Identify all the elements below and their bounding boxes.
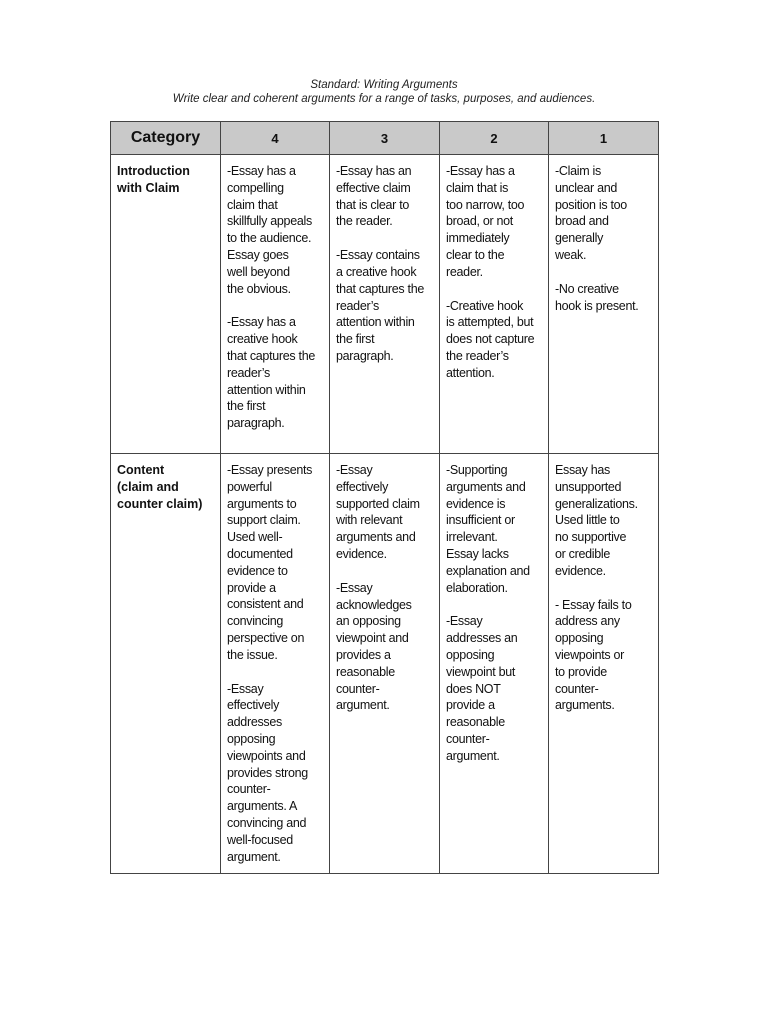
criterion-text: -Supporting arguments and evidence is insufficient or irrelevant. Essay lacks explanation and elaboration. [446,463,530,595]
criterion-text: -Essay has a claim that is too narrow, too broad, or not immediately clear to the reader. [446,164,525,279]
rubric-row-introduction [111,155,659,454]
row-category-label: Content (claim and counter claim) [117,463,203,511]
criterion-text: -Essay addresses an opposing viewpoint but does NOT provide a reasonable counter- argument. [446,614,518,763]
score-1-cell [549,454,659,874]
score-4-cell [221,454,330,874]
column-header-score-4: 4 [221,122,330,155]
criterion-text: -No creative hook is present. [555,281,639,313]
row-category-label: Introduction with Claim [117,164,190,195]
column-header-score-1: 1 [549,122,659,155]
column-header-score-3: 3 [330,122,440,155]
criterion-text: -Claim is unclear and position is too broad and generally weak. [555,164,627,262]
criterion-text: -Essay presents powerful arguments to support claim. Used well- documented evidence to provide a consistent and convincing perspective on the issue. [227,463,313,662]
rubric-header-row [111,122,659,155]
score-3-cell [330,155,440,454]
criterion-text: -Essay effectively addresses opposing viewpoints and provides strong counter- arguments. A convincing and well-focused argument. [227,681,308,864]
criterion-text: -Essay effectively supported claim with relevant arguments and evidence. [336,463,420,561]
criterion-text: -Essay has an effective claim that is clear to the reader. [336,164,412,229]
criterion-text: -Creative hook is attempted, but does not capture the reader’s attention. [446,298,535,380]
rubric-table [110,121,659,874]
criterion-text: -Essay has a compelling claim that skillfully appeals to the audience. Essay goes well beyond the obvious. [227,164,312,296]
criterion-text: -Essay has a creative hook that captures the reader’s attention within the first paragraph. [227,315,316,431]
criterion-text: -Essay contains a creative hook that captures the reader’s attention within the first paragraph. [336,248,425,363]
score-3-cell [330,454,440,874]
page-header [0,78,768,106]
rubric-row-content [111,454,659,874]
row-category-cell [111,454,221,874]
score-1-cell [549,155,659,454]
column-header-category: Category [111,122,221,155]
column-header-score-2: 2 [440,122,549,155]
score-2-cell [440,155,549,454]
standard-description: Write clear and coherent arguments for a range of tasks, purposes, and audiences. [172,93,596,105]
score-2-cell [440,454,549,874]
row-category-cell [111,155,221,454]
score-4-cell [221,155,330,454]
criterion-text: -Essay acknowledges an opposing viewpoint and provides a reasonable counter- argument. [336,580,412,713]
criterion-text: Essay has unsupported generalizations. Used little to no supportive or credible evidence. [555,463,638,578]
standard-title: Standard: Writing Arguments [310,79,458,91]
criterion-text: - Essay fails to address any opposing viewpoints or to provide counter- arguments. [555,597,632,713]
